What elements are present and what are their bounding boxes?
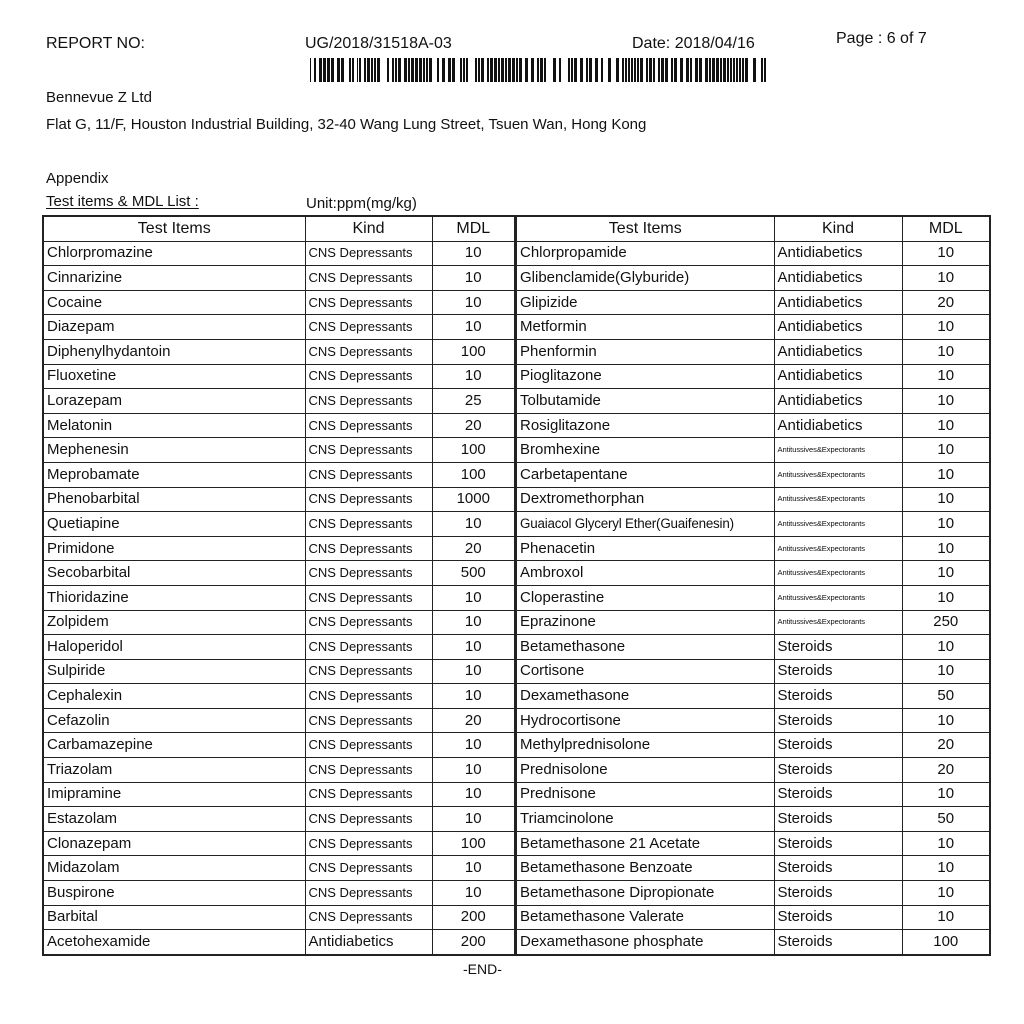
test-item-mdl: 10 [902, 462, 990, 487]
test-item-mdl: 200 [432, 905, 515, 930]
column-header-kind: Kind [305, 216, 432, 241]
test-item-name: Bromhexine [516, 438, 774, 463]
table-row [516, 339, 990, 364]
table-row [516, 659, 990, 684]
test-item-kind: CNS Depressants [305, 856, 432, 881]
test-item-name: Diazepam [43, 315, 305, 340]
test-item-name: Primidone [43, 536, 305, 561]
test-item-name: Prednisone [516, 782, 774, 807]
table-row [43, 364, 515, 389]
test-item-mdl: 1000 [432, 487, 515, 512]
test-item-name: Zolpidem [43, 610, 305, 635]
test-item-kind: CNS Depressants [305, 881, 432, 906]
test-item-name: Glibenclamide(Glyburide) [516, 266, 774, 291]
barcode-image [310, 58, 766, 82]
test-item-mdl: 10 [432, 266, 515, 291]
test-item-name: Hydrocortisone [516, 708, 774, 733]
table-row [43, 315, 515, 340]
test-item-mdl: 10 [432, 610, 515, 635]
test-item-mdl: 20 [902, 733, 990, 758]
table-row [43, 561, 515, 586]
test-item-kind: CNS Depressants [305, 536, 432, 561]
test-item-mdl: 50 [902, 684, 990, 709]
test-item-kind: Steroids [774, 708, 902, 733]
test-item-name: Betamethasone 21 Acetate [516, 831, 774, 856]
test-item-kind: CNS Depressants [305, 462, 432, 487]
table-row [516, 413, 990, 438]
table-row [516, 462, 990, 487]
table-row [43, 856, 515, 881]
test-item-kind: CNS Depressants [305, 684, 432, 709]
unit-label: Unit:ppm(mg/kg) [306, 195, 417, 212]
test-item-name: Glipizide [516, 290, 774, 315]
test-item-name: Tolbutamide [516, 389, 774, 414]
test-item-kind: Steroids [774, 758, 902, 783]
test-item-mdl: 10 [902, 487, 990, 512]
table-row [43, 905, 515, 930]
test-item-name: Cocaine [43, 290, 305, 315]
report-no-label: REPORT NO: [46, 35, 145, 52]
test-item-name: Phenobarbital [43, 487, 305, 512]
test-item-name: Chlorpropamide [516, 241, 774, 266]
test-item-mdl: 50 [902, 807, 990, 832]
test-item-kind: Steroids [774, 905, 902, 930]
test-item-name: Dexamethasone [516, 684, 774, 709]
test-item-kind: CNS Depressants [305, 659, 432, 684]
test-item-kind: Antidiabetics [774, 266, 902, 291]
test-item-kind: Steroids [774, 856, 902, 881]
test-item-kind: Antidiabetics [774, 241, 902, 266]
test-item-kind: CNS Depressants [305, 807, 432, 832]
test-item-name: Cephalexin [43, 684, 305, 709]
test-item-name: Betamethasone Benzoate [516, 856, 774, 881]
test-item-kind: Antitussives&Expectorants [774, 561, 902, 586]
test-item-name: Pioglitazone [516, 364, 774, 389]
test-item-mdl: 200 [432, 930, 515, 955]
table-row [43, 659, 515, 684]
table-row [43, 831, 515, 856]
test-item-mdl: 25 [432, 389, 515, 414]
test-item-name: Prednisolone [516, 758, 774, 783]
test-item-kind: CNS Depressants [305, 487, 432, 512]
table-row [43, 881, 515, 906]
test-item-name: Carbetapentane [516, 462, 774, 487]
test-item-mdl: 10 [432, 290, 515, 315]
test-item-name: Haloperidol [43, 635, 305, 660]
test-item-name: Betamethasone Valerate [516, 905, 774, 930]
test-item-name: Thioridazine [43, 585, 305, 610]
test-item-kind: Steroids [774, 635, 902, 660]
test-item-kind: Antidiabetics [305, 930, 432, 955]
test-item-name: Cefazolin [43, 708, 305, 733]
table-row [43, 684, 515, 709]
test-item-mdl: 10 [902, 561, 990, 586]
column-header-kind: Kind [774, 216, 902, 241]
test-item-mdl: 10 [432, 315, 515, 340]
table-row [516, 389, 990, 414]
test-item-kind: Antitussives&Expectorants [774, 462, 902, 487]
test-item-mdl: 10 [432, 758, 515, 783]
test-item-name: Guaiacol Glyceryl Ether(Guaifenesin) [516, 512, 774, 537]
test-item-mdl: 10 [432, 733, 515, 758]
test-item-mdl: 10 [902, 635, 990, 660]
table-row [516, 561, 990, 586]
table-row [43, 758, 515, 783]
test-item-kind: Antitussives&Expectorants [774, 585, 902, 610]
table-row [516, 881, 990, 906]
table-row [516, 512, 990, 537]
test-item-mdl: 10 [432, 659, 515, 684]
test-item-kind: CNS Depressants [305, 905, 432, 930]
test-item-kind: CNS Depressants [305, 733, 432, 758]
test-item-name: Triamcinolone [516, 807, 774, 832]
test-item-kind: Antitussives&Expectorants [774, 536, 902, 561]
table-row [43, 413, 515, 438]
test-item-name: Barbital [43, 905, 305, 930]
test-item-kind: Antidiabetics [774, 413, 902, 438]
table-row [43, 635, 515, 660]
test-item-name: Lorazepam [43, 389, 305, 414]
test-item-mdl: 10 [432, 512, 515, 537]
test-item-kind: Antidiabetics [774, 364, 902, 389]
test-item-name: Betamethasone [516, 635, 774, 660]
test-item-mdl: 10 [902, 536, 990, 561]
table-row [516, 438, 990, 463]
test-item-name: Imipramine [43, 782, 305, 807]
table-row [516, 610, 990, 635]
report-date: Date: 2018/04/16 [632, 35, 755, 52]
table-header-row [516, 216, 990, 241]
test-item-mdl: 10 [902, 708, 990, 733]
test-item-name: Carbamazepine [43, 733, 305, 758]
test-item-mdl: 20 [432, 708, 515, 733]
table-row [516, 930, 990, 955]
table-row [43, 585, 515, 610]
test-item-mdl: 10 [432, 782, 515, 807]
test-item-name: Diphenylhydantoin [43, 339, 305, 364]
test-item-kind: Antitussives&Expectorants [774, 610, 902, 635]
test-item-kind: Antidiabetics [774, 315, 902, 340]
appendix-heading: Appendix [46, 170, 109, 187]
table-row [516, 487, 990, 512]
table-row [43, 290, 515, 315]
test-item-mdl: 10 [902, 389, 990, 414]
list-title: Test items & MDL List : [46, 193, 199, 210]
column-header-item: Test Items [43, 216, 305, 241]
table-row [43, 930, 515, 955]
test-item-mdl: 10 [432, 856, 515, 881]
test-item-name: Metformin [516, 315, 774, 340]
test-item-mdl: 10 [902, 364, 990, 389]
test-item-kind: Antitussives&Expectorants [774, 438, 902, 463]
test-item-mdl: 10 [902, 782, 990, 807]
company-address: Flat G, 11/F, Houston Industrial Building, 32-40 Wang Lung Street, Tsuen Wan, Hong Kong [46, 116, 647, 133]
table-row [43, 536, 515, 561]
test-item-kind: CNS Depressants [305, 561, 432, 586]
test-item-kind: CNS Depressants [305, 512, 432, 537]
test-item-mdl: 20 [902, 290, 990, 315]
table-row [43, 708, 515, 733]
table-row [43, 438, 515, 463]
test-item-mdl: 100 [902, 930, 990, 955]
test-item-name: Cloperastine [516, 585, 774, 610]
test-item-kind: CNS Depressants [305, 831, 432, 856]
test-item-mdl: 10 [902, 438, 990, 463]
table-row [43, 782, 515, 807]
test-item-kind: CNS Depressants [305, 266, 432, 291]
test-item-kind: Steroids [774, 881, 902, 906]
test-item-mdl: 20 [432, 536, 515, 561]
test-item-kind: Antidiabetics [774, 290, 902, 315]
test-item-kind: CNS Depressants [305, 241, 432, 266]
test-item-name: Rosiglitazone [516, 413, 774, 438]
test-item-name: Ambroxol [516, 561, 774, 586]
table-row [516, 290, 990, 315]
table-row [43, 610, 515, 635]
test-item-name: Betamethasone Dipropionate [516, 881, 774, 906]
test-item-name: Triazolam [43, 758, 305, 783]
table-row [43, 389, 515, 414]
test-item-mdl: 10 [902, 339, 990, 364]
page-number: Page : 6 of 7 [836, 30, 927, 47]
table-row [516, 733, 990, 758]
test-item-kind: Steroids [774, 782, 902, 807]
test-item-mdl: 10 [902, 512, 990, 537]
test-item-kind: CNS Depressants [305, 413, 432, 438]
test-item-name: Cortisone [516, 659, 774, 684]
table-row [516, 831, 990, 856]
table-row [516, 758, 990, 783]
table-row [516, 635, 990, 660]
test-item-kind: CNS Depressants [305, 364, 432, 389]
table-row [516, 536, 990, 561]
test-item-name: Meprobamate [43, 462, 305, 487]
test-item-name: Buspirone [43, 881, 305, 906]
test-item-mdl: 10 [902, 241, 990, 266]
table-row [516, 266, 990, 291]
test-item-mdl: 20 [432, 413, 515, 438]
table-row [516, 684, 990, 709]
test-item-mdl: 10 [432, 585, 515, 610]
test-item-mdl: 10 [902, 856, 990, 881]
test-item-name: Dextromethorphan [516, 487, 774, 512]
table-row [43, 807, 515, 832]
end-mark: -END- [463, 961, 502, 977]
test-item-kind: CNS Depressants [305, 708, 432, 733]
test-item-name: Melatonin [43, 413, 305, 438]
table-row [43, 462, 515, 487]
test-item-kind: CNS Depressants [305, 585, 432, 610]
test-item-name: Eprazinone [516, 610, 774, 635]
test-item-name: Secobarbital [43, 561, 305, 586]
table-row [516, 241, 990, 266]
test-item-name: Chlorpromazine [43, 241, 305, 266]
test-item-mdl: 10 [432, 881, 515, 906]
column-header-mdl: MDL [432, 216, 515, 241]
test-item-name: Phenformin [516, 339, 774, 364]
test-item-kind: Steroids [774, 807, 902, 832]
table-row [516, 585, 990, 610]
test-item-mdl: 10 [902, 831, 990, 856]
table-row [516, 708, 990, 733]
test-item-kind: Antitussives&Expectorants [774, 512, 902, 537]
test-item-name: Clonazepam [43, 831, 305, 856]
table-header-row [43, 216, 515, 241]
test-item-mdl: 100 [432, 438, 515, 463]
test-item-name: Cinnarizine [43, 266, 305, 291]
test-item-name: Phenacetin [516, 536, 774, 561]
table-row [43, 339, 515, 364]
table-row [516, 782, 990, 807]
test-item-kind: CNS Depressants [305, 782, 432, 807]
test-item-name: Midazolam [43, 856, 305, 881]
table-row [516, 807, 990, 832]
test-item-kind: Antidiabetics [774, 389, 902, 414]
table-row [43, 733, 515, 758]
test-item-kind: Steroids [774, 930, 902, 955]
test-item-kind: CNS Depressants [305, 635, 432, 660]
test-item-kind: CNS Depressants [305, 315, 432, 340]
test-item-name: Sulpiride [43, 659, 305, 684]
column-header-item: Test Items [516, 216, 774, 241]
company-name: Bennevue Z Ltd [46, 89, 152, 106]
test-items-table-left [42, 215, 516, 956]
table-row [516, 905, 990, 930]
test-item-name: Methylprednisolone [516, 733, 774, 758]
test-item-name: Estazolam [43, 807, 305, 832]
table-row [43, 487, 515, 512]
test-item-mdl: 250 [902, 610, 990, 635]
test-item-mdl: 10 [902, 659, 990, 684]
table-row [516, 315, 990, 340]
test-item-name: Fluoxetine [43, 364, 305, 389]
table-row [43, 266, 515, 291]
test-item-mdl: 10 [432, 684, 515, 709]
test-item-mdl: 10 [902, 413, 990, 438]
report-no-value: UG/2018/31518A-03 [305, 35, 452, 52]
test-item-mdl: 10 [432, 364, 515, 389]
test-item-mdl: 10 [902, 315, 990, 340]
test-item-mdl: 10 [902, 881, 990, 906]
test-item-mdl: 10 [902, 905, 990, 930]
test-item-mdl: 500 [432, 561, 515, 586]
test-item-kind: Antidiabetics [774, 339, 902, 364]
test-items-table-right [515, 215, 991, 956]
test-item-kind: Steroids [774, 659, 902, 684]
test-item-mdl: 20 [902, 758, 990, 783]
test-item-mdl: 100 [432, 339, 515, 364]
table-row [516, 856, 990, 881]
test-item-kind: CNS Depressants [305, 758, 432, 783]
test-item-name: Mephenesin [43, 438, 305, 463]
test-item-mdl: 100 [432, 831, 515, 856]
test-item-kind: Steroids [774, 831, 902, 856]
test-item-mdl: 10 [432, 635, 515, 660]
test-item-name: Acetohexamide [43, 930, 305, 955]
test-item-kind: CNS Depressants [305, 438, 432, 463]
test-item-kind: CNS Depressants [305, 389, 432, 414]
test-item-kind: CNS Depressants [305, 290, 432, 315]
test-item-mdl: 100 [432, 462, 515, 487]
table-row [516, 364, 990, 389]
test-item-mdl: 10 [902, 585, 990, 610]
table-row [43, 241, 515, 266]
test-item-mdl: 10 [432, 241, 515, 266]
test-item-mdl: 10 [902, 266, 990, 291]
test-item-name: Dexamethasone phosphate [516, 930, 774, 955]
test-item-kind: Antitussives&Expectorants [774, 487, 902, 512]
column-header-mdl: MDL [902, 216, 990, 241]
test-item-kind: CNS Depressants [305, 339, 432, 364]
test-item-kind: Steroids [774, 733, 902, 758]
test-item-name: Quetiapine [43, 512, 305, 537]
test-item-mdl: 10 [432, 807, 515, 832]
test-item-kind: Steroids [774, 684, 902, 709]
test-item-kind: CNS Depressants [305, 610, 432, 635]
table-row [43, 512, 515, 537]
